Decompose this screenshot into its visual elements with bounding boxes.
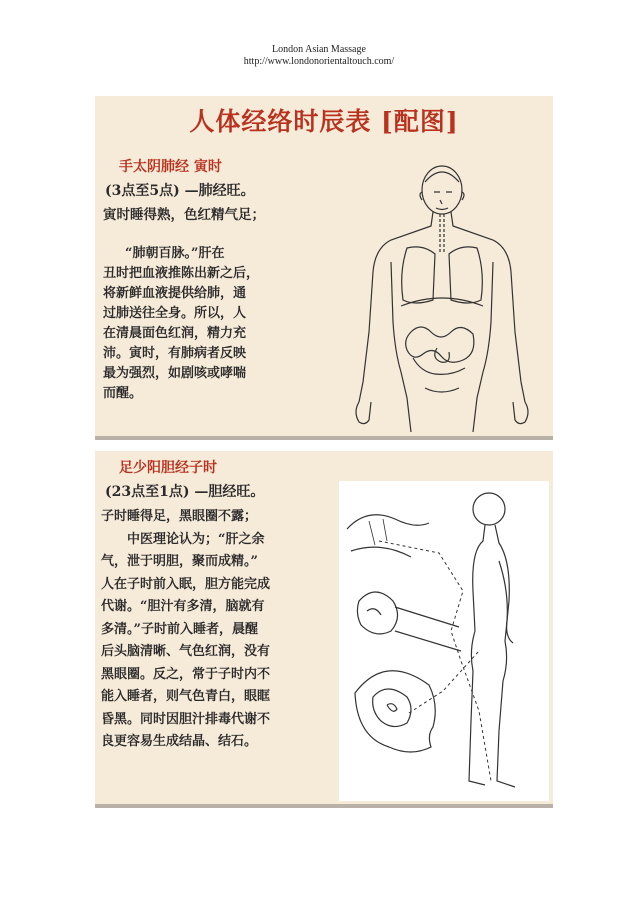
gallbladder-body-line: 昏黑。同时因胆汁排毒代谢不 [101,711,271,727]
lung-body-line: 过肺送往全身。所以，人 [103,306,247,321]
gallbladder-body-line: 代谢。“胆汁有多清，脑就有 [101,599,265,614]
gallbladder-body-line: 多清。”子时前入睡者，晨醒 [101,621,258,637]
gallbladder-meridian-body [101,506,270,754]
gallbladder-body-line: 良更容易生成结晶、结石。 [101,734,258,749]
lung-meridian-time: (3点至5点) —肺经旺。 [105,183,255,199]
lung-meridian-lead: 寅时睡得熟，色红精气足； [103,207,265,223]
lung-body-line: 在清晨面色红润，精力充 [103,326,247,341]
lung-meridian-body [103,244,259,404]
lung-body-line: 最为强烈，如剧咳或哮喘 [103,366,247,381]
gallbladder-meridian-time: (23点至1点) —胆经旺。 [105,484,265,500]
divider [95,436,553,440]
panel-gallbladder-meridian [95,451,553,808]
panel-lung-meridian [95,96,553,440]
gallbladder-body-line: 子时睡得足，黑眼圈不露； [101,509,258,524]
gallbladder-body-line: 气，泄于明胆，聚而成精。” [101,554,258,569]
lung-meridian-heading: 手太阴肺经 寅时 [119,159,222,175]
gallbladder-body-line: 黑眼圈。反之，常于子时内不 [101,666,271,682]
gallbladder-body-line: 人在子时前入眠，胆方能完成 [101,576,271,592]
header-url: http://www.londonorientaltouch.com/ [243,56,395,67]
gallbladder-body-line: 能入睡者，则气色青白，眼眶 [101,689,271,704]
torso-anatomy-illustration [341,152,543,434]
header-site-name: London Asian Massage [272,44,366,55]
side-body-meridian-illustration [339,481,549,801]
lung-body-line: 丑时把血液推陈出新之后， [103,266,260,281]
gallbladder-body-line: 后头脑清晰、气色红润，没有 [101,644,271,659]
page-title: 人体经络时辰表 [配图] [189,107,459,136]
lung-body-line: 将新鲜血液提供给肺，通 [103,286,247,301]
lung-body-line: 而醒。 [103,386,143,401]
gallbladder-body-line: 中医理论认为；“肝之余 [101,531,265,547]
divider [95,804,553,808]
lung-body-line: “肺朝百脉。”肝在 [125,246,225,261]
gallbladder-meridian-heading: 足少阳胆经子时 [119,460,217,476]
lung-body-line: 沛。寅时，有肺病者反映 [103,346,247,361]
